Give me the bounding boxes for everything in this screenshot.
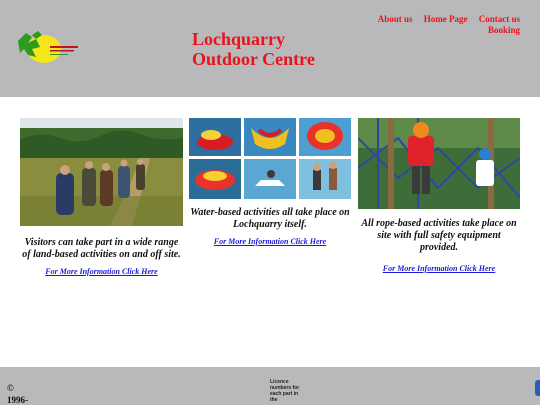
water-activities-card [189, 118, 351, 246]
land-activities-caption: Visitors can take part in a wide range of land-based activities on and off site. [22, 237, 181, 260]
water-activities-caption: Water-based activities all take place on Lochquarry itself. [190, 207, 350, 230]
copyright-years: 1996- [7, 395, 28, 405]
land-activities-card [20, 118, 183, 276]
nav-home-link[interactable]: Home Page [423, 14, 468, 24]
site-header [0, 0, 540, 97]
nav-about-link[interactable]: About us [377, 14, 413, 24]
land-activities-photo [20, 118, 183, 226]
nav-booking-link[interactable]: Booking [487, 25, 520, 35]
nav-contact-link[interactable]: Contact us [478, 14, 520, 24]
water-activities-link[interactable]: For More Information Click Here [213, 237, 327, 246]
side-tab[interactable] [535, 380, 540, 396]
site-logo[interactable] [14, 29, 82, 65]
land-activities-link[interactable]: For More Information Click Here [45, 267, 158, 276]
site-title-line1: Lochquarry [192, 29, 286, 49]
rope-activities-photo [358, 118, 520, 209]
logo-graphic [14, 29, 82, 65]
water-activities-collage [189, 118, 351, 199]
rope-activities-caption: All rope-based activities take place on site with full safety equipment provided. [361, 218, 517, 253]
site-title-line2: Outdoor Centre [192, 49, 315, 69]
licence-numbers-text: Licence numbers for each part in the [270, 379, 300, 403]
rope-activities-link[interactable]: For More Information Click Here [382, 264, 496, 273]
site-title [192, 29, 315, 69]
rope-activities-card [358, 118, 520, 273]
copyright-notice [7, 382, 28, 406]
copyright-symbol: © [7, 383, 14, 393]
main-nav [378, 14, 520, 36]
site-footer [0, 367, 540, 405]
